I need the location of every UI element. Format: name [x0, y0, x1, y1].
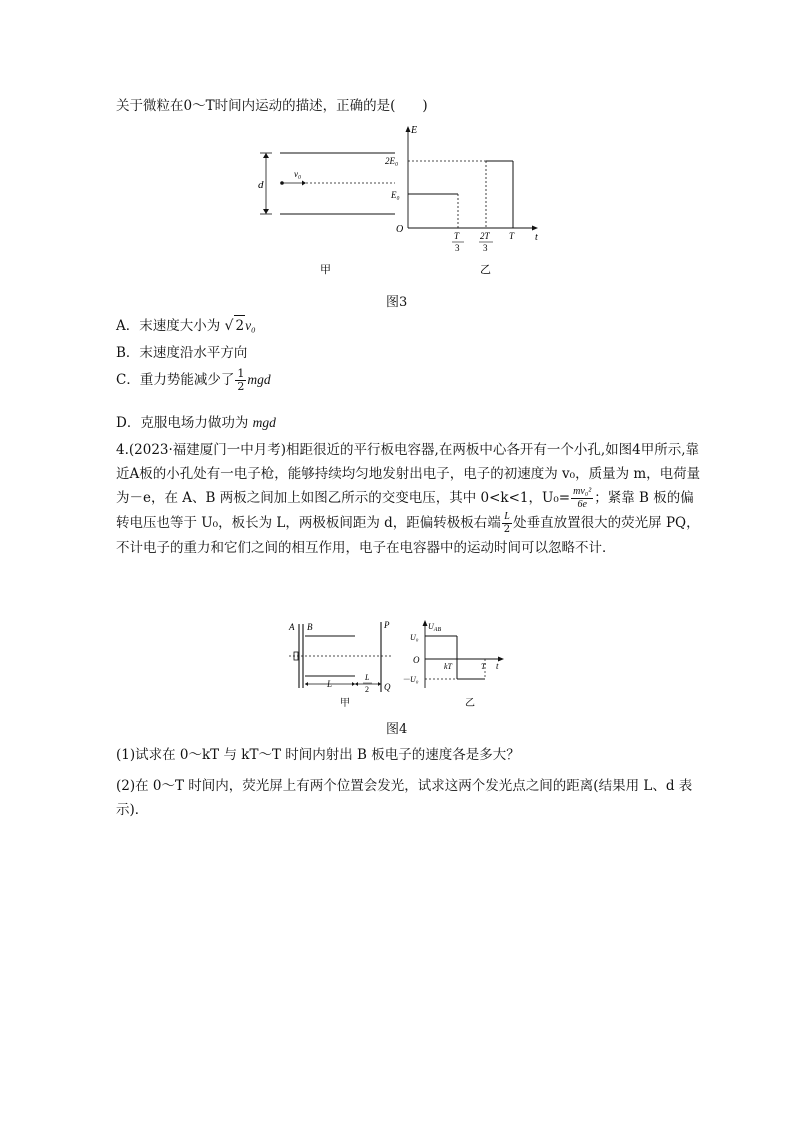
- option-b[interactable]: B．末速度沿水平方向: [116, 345, 248, 361]
- fig3-tick-T: T: [509, 231, 515, 241]
- fig3-tick-2T3: [479, 231, 493, 253]
- option-a[interactable]: A．末速度大小为 √ 2v₀: [116, 315, 256, 336]
- figure-4: [285, 618, 515, 713]
- fig3-axis-t: t: [535, 232, 538, 243]
- svg-text:UAB: $U_{AB}$: [428, 622, 442, 633]
- option-a-sqrt: 2: [234, 315, 245, 336]
- q4-text-2: ；紧靠 B 板的偏转电压也等于 U₀，板长为 L，两极板间距为 d，距偏转极板右端: [116, 490, 694, 531]
- fig3-graph: [385, 125, 538, 276]
- option-c-tail: mgd: [247, 372, 271, 387]
- option-d-text: D．克服电场力做功为: [116, 415, 253, 431]
- fig3-d-label: d: [258, 179, 264, 191]
- fig4-label-P: P: [384, 620, 390, 630]
- fig4-U0: U₀: [410, 633, 419, 642]
- fig4-axis-t: t: [496, 661, 499, 671]
- fig3-tick-T3: [452, 231, 464, 253]
- fig3-plates: [258, 153, 395, 276]
- q4-paragraph: [116, 438, 706, 560]
- fig4-neg-U0: －U₀: [402, 675, 419, 684]
- q4-text-1: 4.(2023·福建厦门一中月考)相距很近的平行板电容器,在两板中心各开有一个小孔,如图4甲所示,靠近A板的小孔处有一电子枪，能够持续均匀地发射出电子，电子的初速度为 v₀，质量为 m，电荷量为－e，在 A、B 两板之间加上如图乙所示的交变电压，其中 0<k<1，U₀=: [116, 442, 701, 506]
- fig4-label-B: B: [307, 622, 313, 632]
- option-c-text: C．重力势能减少了: [116, 372, 235, 388]
- fig4-kT: kT: [444, 662, 452, 671]
- fig3-caption: 图3: [386, 295, 408, 310]
- q4-u0-num: mv₀²: [573, 486, 592, 497]
- svg-text:3: 3: [483, 243, 488, 253]
- fig3-tick-2E0: 2E₀: [385, 156, 399, 166]
- q4-l2-den: 2: [503, 524, 511, 535]
- q4-l2-num: L: [502, 511, 512, 524]
- q4-sub1: (1)试求在 0～kT 与 kT～T 时间内射出 B 板电子的速度各是多大？: [116, 747, 520, 763]
- fig3-v0-label: v₀: [294, 169, 302, 179]
- fig3-left-label: 甲: [320, 264, 331, 276]
- q4-sub2: (2)在 0～T 时间内，荧光屏上有两个位置会发光，试求这两个发光点之间的距离(结果用 L、d 表示)．: [116, 778, 693, 818]
- svg-text:L: L: [365, 673, 370, 682]
- figure-3: [250, 118, 550, 283]
- option-c-num: 1: [237, 367, 245, 380]
- option-a-tail: v₀: [245, 318, 256, 333]
- fig3-right-label: 乙: [480, 264, 491, 276]
- fig4-label-A: A: [289, 622, 295, 632]
- fig4-apparatus: [288, 620, 393, 709]
- q4-text-3: 处垂直放置很大的荧光屏 PQ，不计电子的重力和它们之间的相互作用，电子在电容器中的运动时间可以忽略不计．: [116, 515, 700, 556]
- fig3-origin: O: [396, 224, 404, 235]
- fig4-label-Q: Q: [384, 682, 391, 692]
- fig4-left-label: 甲: [340, 698, 350, 709]
- svg-text:T: T: [454, 231, 460, 241]
- fig3-axis-E: E: [411, 125, 418, 136]
- fig4-caption: 图4: [386, 722, 408, 737]
- svg-text:2: 2: [365, 685, 369, 694]
- fig4-origin: O: [413, 655, 420, 665]
- option-a-text: A．末速度大小为: [116, 318, 225, 334]
- q3-stem: 关于微粒在0～T时间内运动的描述，正确的是( ): [116, 98, 428, 114]
- option-d-tail: mgd: [252, 415, 276, 430]
- fig3-tick-E0: E₀: [391, 190, 400, 200]
- fig4-label-L: L: [327, 679, 333, 689]
- option-d[interactable]: [116, 413, 276, 433]
- option-c-den: 2: [237, 380, 245, 393]
- fig4-graph: [402, 620, 504, 709]
- option-c[interactable]: [116, 368, 271, 393]
- fig4-T: T: [481, 662, 486, 671]
- q4-u0-den: 6e: [577, 499, 587, 510]
- svg-text:3: 3: [455, 243, 460, 253]
- fig4-right-label: 乙: [465, 698, 475, 709]
- svg-text:2T: 2T: [480, 231, 490, 241]
